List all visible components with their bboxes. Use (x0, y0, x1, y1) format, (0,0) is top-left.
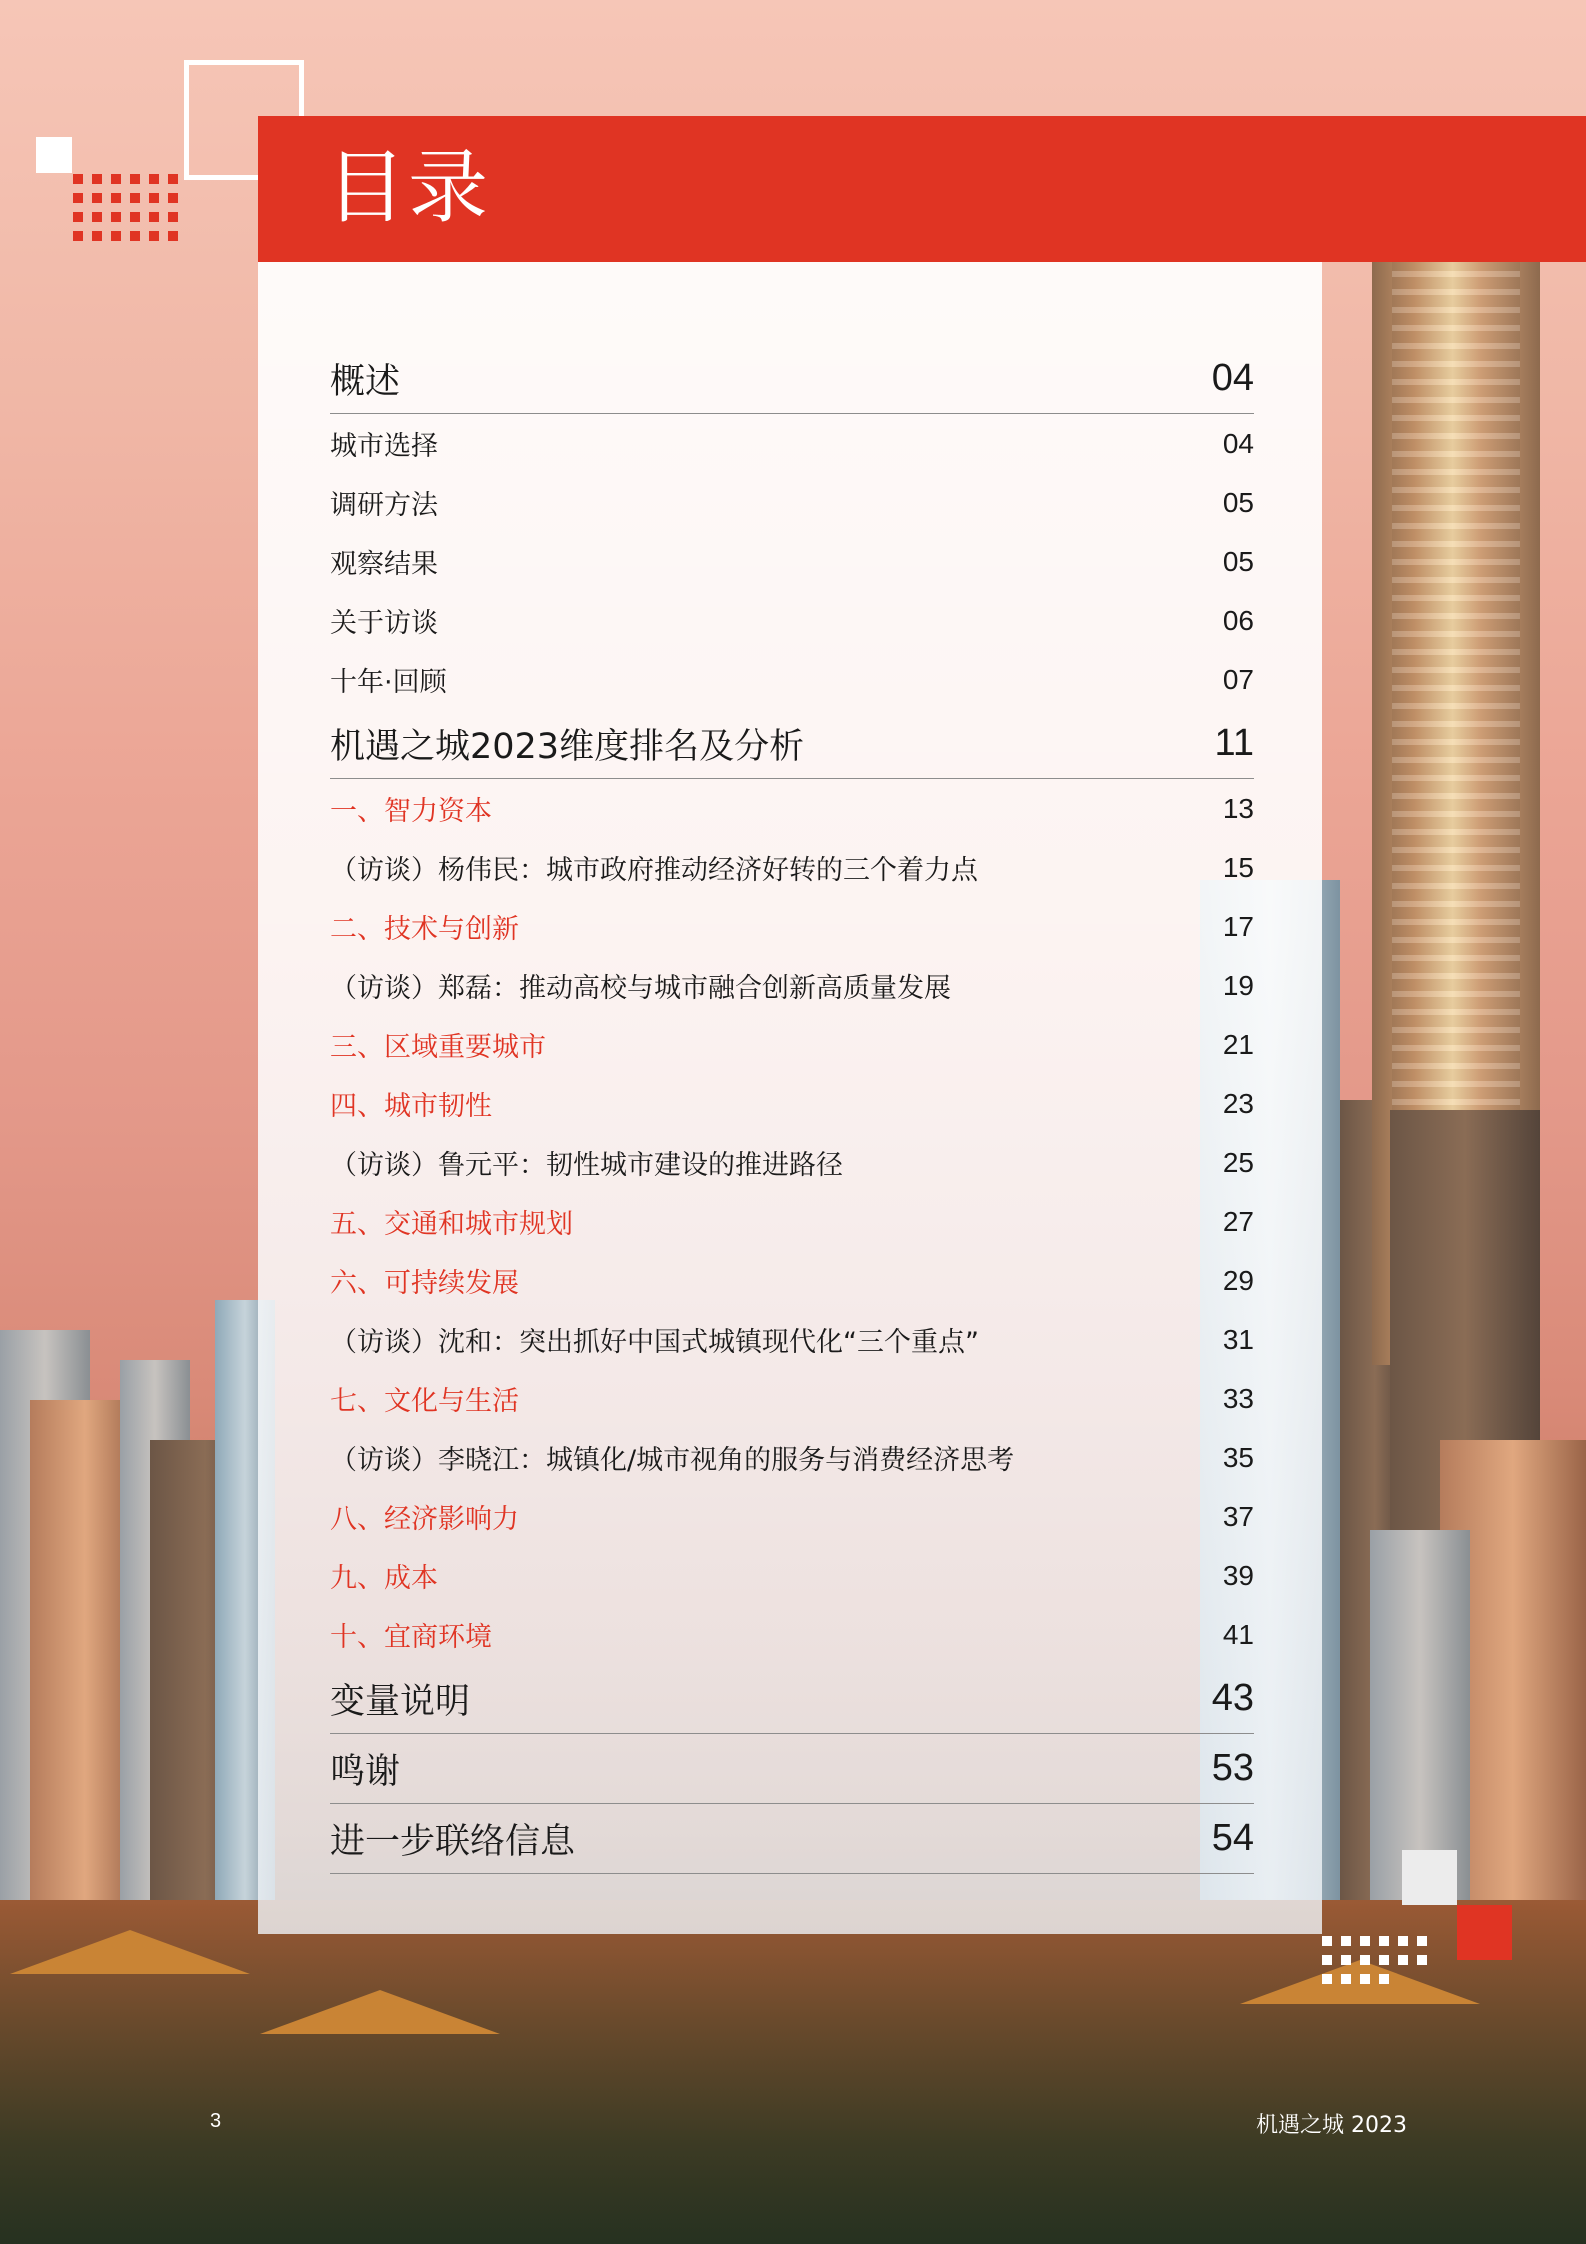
report-title: 机遇之城 2023 (1256, 2113, 1407, 2138)
toc-entry-label: 七、文化与生活 (330, 1386, 519, 1417)
toc-entry-row[interactable] (330, 1487, 1254, 1546)
toc-entry-row[interactable] (330, 473, 1254, 532)
toc-page-number: 07 (1222, 663, 1254, 695)
toc-page-number: 04 (1211, 357, 1254, 399)
page-title: 目录 (326, 141, 490, 234)
toc-entry-label: 进一步联络信息 (330, 1821, 576, 1862)
toc-page-number: 31 (1222, 1323, 1254, 1355)
toc-entry-row[interactable] (330, 532, 1254, 591)
toc-page-number: 13 (1222, 792, 1254, 824)
toc-entry-label: 三、区域重要城市 (330, 1032, 546, 1063)
toc-entry-label: 二、技术与创新 (330, 914, 519, 945)
toc-entry-label: 九、成本 (330, 1563, 438, 1594)
toc-entry-label: （访谈）鲁元平：韧性城市建设的推进路径 (330, 1150, 843, 1181)
toc-entry-label: （访谈）李晓江：城镇化/城市视角的服务与消费经济思考 (330, 1445, 1015, 1476)
header-band (258, 116, 1586, 262)
toc-entry-row[interactable] (330, 591, 1254, 650)
toc-entry-row[interactable] (330, 956, 1254, 1015)
page-number: 3 (210, 2110, 222, 2132)
toc-entry-label: 十、宜商环境 (330, 1622, 492, 1653)
toc-entry-row[interactable] (330, 1428, 1254, 1487)
toc-page-number: 54 (1211, 1817, 1254, 1859)
toc-entry-row[interactable] (330, 1605, 1254, 1664)
toc-section-row[interactable] (330, 1664, 1254, 1734)
toc-section-row[interactable] (330, 1804, 1254, 1874)
toc-page-number: 17 (1222, 910, 1254, 942)
toc-entry-label: （访谈）杨伟民：城市政府推动经济好转的三个着力点 (330, 855, 978, 886)
toc-section-row[interactable] (330, 344, 1254, 414)
toc-entry-label: 观察结果 (330, 549, 438, 580)
toc-page-number: 33 (1222, 1382, 1254, 1414)
toc-entry-label: 五、交通和城市规划 (330, 1209, 573, 1240)
toc-entry-label: （访谈）沈和：突出抓好中国式城镇现代化“三个重点” (330, 1327, 979, 1358)
toc-page-number: 39 (1222, 1559, 1254, 1591)
toc-entry-label: 调研方法 (330, 490, 438, 521)
toc-page-number: 05 (1222, 545, 1254, 577)
table-of-contents (330, 344, 1254, 1874)
toc-entry-label: 城市选择 (330, 431, 438, 462)
toc-entry-label: 机遇之城2023维度排名及分析 (330, 726, 805, 767)
red-dot-grid-decoration (73, 174, 178, 241)
toc-entry-label: 六、可持续发展 (330, 1268, 519, 1299)
toc-entry-label: 一、智力资本 (330, 796, 492, 827)
toc-section-row[interactable] (330, 709, 1254, 779)
toc-entry-label: 十年·回顾 (330, 667, 447, 698)
toc-entry-row[interactable] (330, 838, 1254, 897)
toc-page-number: 41 (1222, 1618, 1254, 1650)
toc-page-number: 05 (1222, 486, 1254, 518)
roof (260, 1990, 500, 2034)
toc-page-number: 35 (1222, 1441, 1254, 1473)
toc-entry-row[interactable] (330, 1015, 1254, 1074)
toc-entry-row[interactable] (330, 1192, 1254, 1251)
red-square-decoration (1457, 1905, 1512, 1960)
toc-section-row[interactable] (330, 1734, 1254, 1804)
toc-page-number: 29 (1222, 1264, 1254, 1296)
toc-page-number: 25 (1222, 1146, 1254, 1178)
toc-page-number: 23 (1222, 1087, 1254, 1119)
toc-page-number: 21 (1222, 1028, 1254, 1060)
toc-page-number: 19 (1222, 969, 1254, 1001)
toc-entry-row[interactable] (330, 414, 1254, 473)
toc-entry-row[interactable] (330, 1251, 1254, 1310)
toc-entry-label: 鸣谢 (330, 1751, 401, 1792)
toc-entry-label: 变量说明 (330, 1681, 471, 1722)
toc-entry-label: 关于访谈 (330, 608, 438, 639)
white-square-decoration (36, 137, 72, 173)
toc-page-number: 53 (1211, 1747, 1254, 1789)
white-dot-grid-decoration (1322, 1936, 1427, 1984)
toc-entry-label: 概述 (330, 361, 401, 402)
toc-page-number: 06 (1222, 604, 1254, 636)
toc-entry-label: 八、经济影响力 (330, 1504, 519, 1535)
toc-entry-row[interactable] (330, 1310, 1254, 1369)
toc-page-number: 43 (1211, 1677, 1254, 1719)
toc-entry-row[interactable] (330, 897, 1254, 956)
toc-entry-label: 四、城市韧性 (330, 1091, 492, 1122)
toc-entry-row[interactable] (330, 1546, 1254, 1605)
toc-entry-label: （访谈）郑磊：推动高校与城市融合创新高质量发展 (330, 973, 951, 1004)
toc-page-number: 27 (1222, 1205, 1254, 1237)
toc-entry-row[interactable] (330, 1074, 1254, 1133)
toc-page-number: 04 (1222, 427, 1254, 459)
toc-panel (258, 262, 1322, 1934)
roof (10, 1930, 250, 1974)
light-square-decoration (1402, 1850, 1457, 1905)
toc-entry-row[interactable] (330, 1133, 1254, 1192)
toc-entry-row[interactable] (330, 650, 1254, 709)
toc-page-number: 37 (1222, 1500, 1254, 1532)
toc-page-number: 15 (1222, 851, 1254, 883)
toc-entry-row[interactable] (330, 779, 1254, 838)
toc-page-number: 11 (1214, 722, 1254, 764)
toc-entry-row[interactable] (330, 1369, 1254, 1428)
